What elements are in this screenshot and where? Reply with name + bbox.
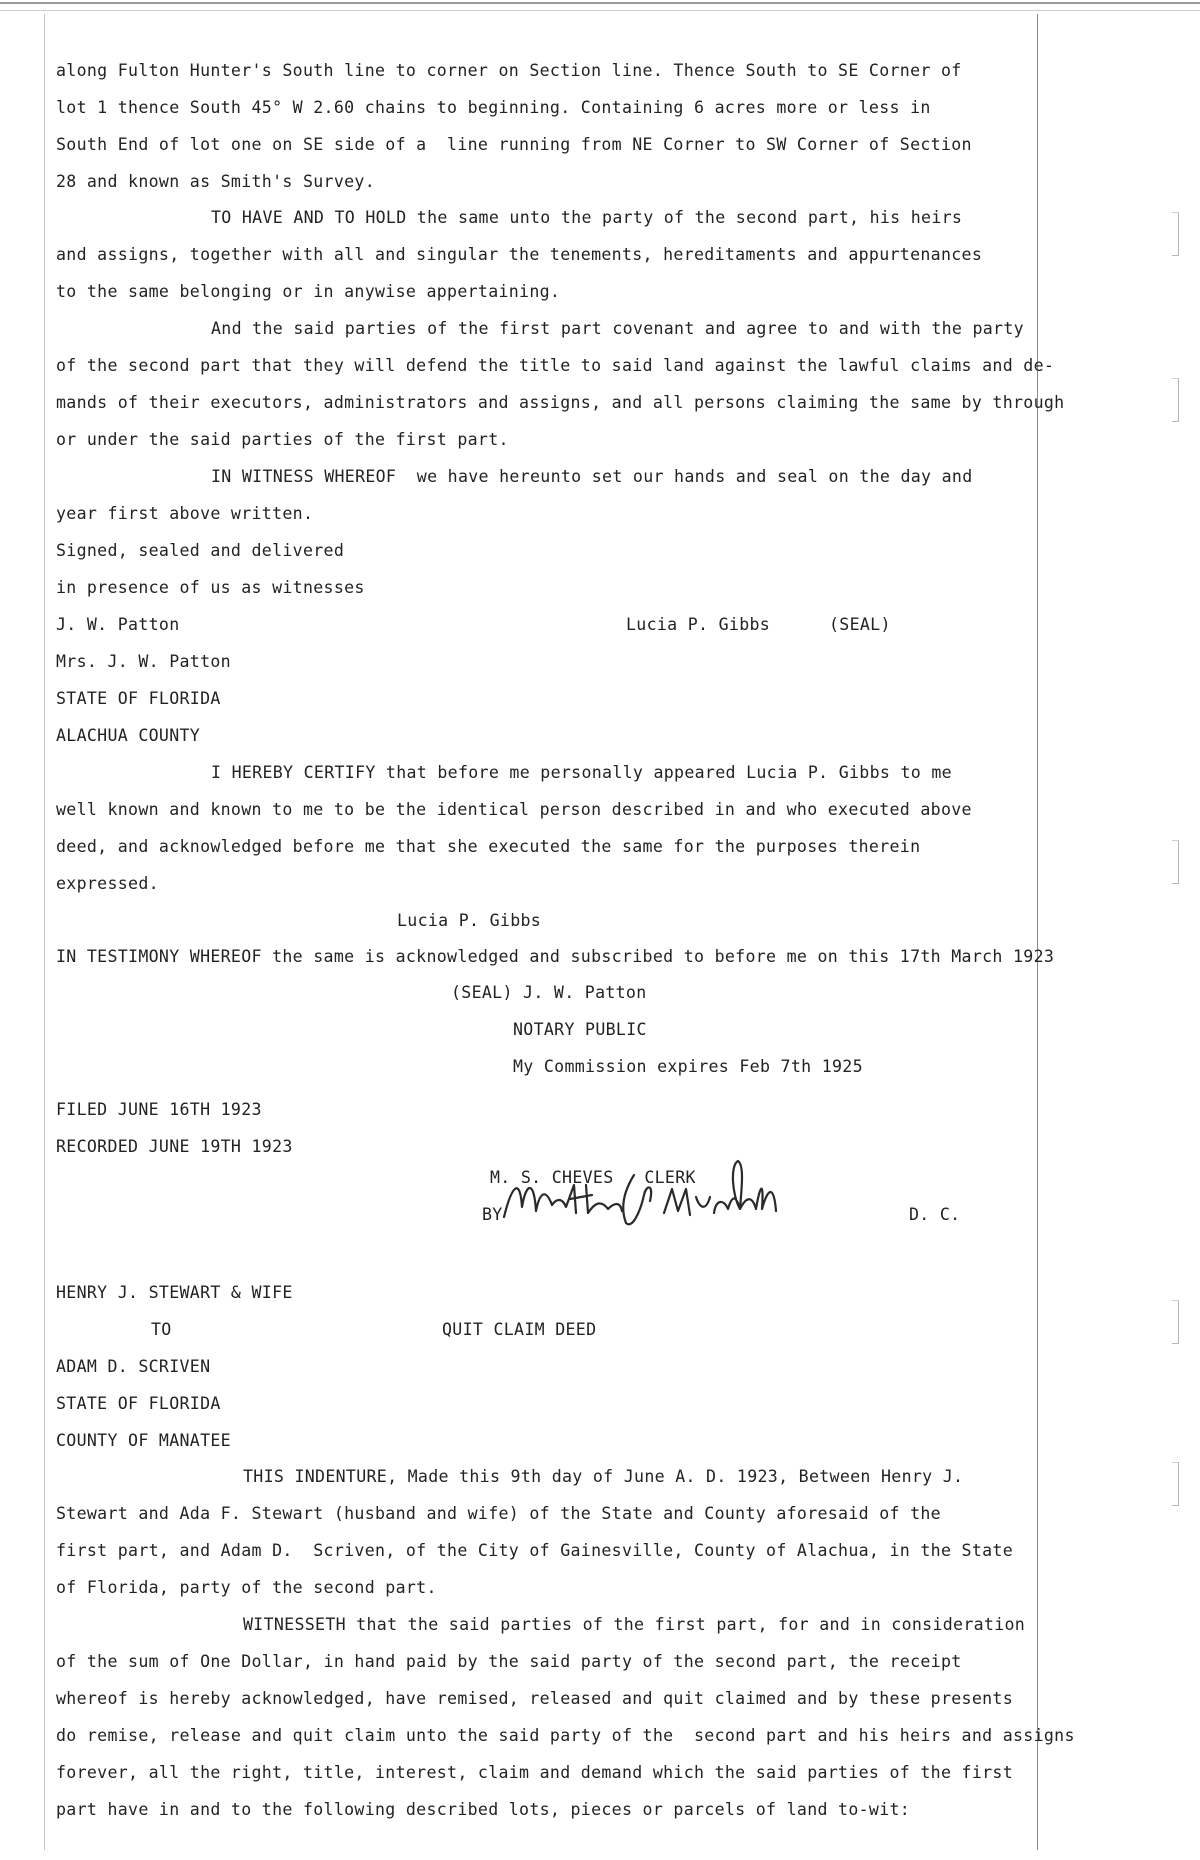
text-line: whereof is hereby acknowledged, have remised, released and quit claimed and by these presents bbox=[56, 1689, 1013, 1708]
text-line: and assigns, together with all and singular the tenements, hereditaments and appurtenances bbox=[56, 245, 983, 264]
text-line: mands of their executors, administrators and assigns, and all persons claiming the same by through bbox=[56, 393, 1065, 412]
text-line: forever, all the right, title, interest, claim and demand which the said parties of the first bbox=[56, 1763, 1013, 1782]
notary-signature-line: (SEAL) J. W. Patton bbox=[451, 983, 647, 1002]
text-line: South End of lot one on SE side of a line running from NE Corner to SW Corner of Section bbox=[56, 135, 972, 154]
text-line: expressed. bbox=[56, 874, 159, 893]
text-line: year first above written. bbox=[56, 504, 314, 523]
witness-name: J. W. Patton bbox=[56, 615, 180, 634]
text-line: I HEREBY CERTIFY that before me personally appeared Lucia P. Gibbs to me bbox=[211, 763, 952, 782]
notary-title: NOTARY PUBLIC bbox=[513, 1020, 647, 1039]
filed-date: FILED JUNE 16TH 1923 bbox=[56, 1100, 262, 1119]
handwritten-signature bbox=[474, 1155, 804, 1235]
grantee-heading: ADAM D. SCRIVEN bbox=[56, 1357, 211, 1376]
text-line: first part, and Adam D. Scriven, of the City of Gainesville, County of Alachua, in the State bbox=[56, 1541, 1013, 1560]
text-line: IN WITNESS WHEREOF we have hereunto set our hands and seal on the day and bbox=[211, 467, 973, 486]
text-line: STATE OF FLORIDA bbox=[56, 1394, 221, 1413]
text-line: of the sum of One Dollar, in hand paid by the said party of the second part, the receipt bbox=[56, 1652, 962, 1671]
clerk-line: M. S. CHEVES CLERK bbox=[490, 1168, 696, 1187]
text-line: THIS INDENTURE, Made this 9th day of June A. D. 1923, Between Henry J. bbox=[243, 1467, 964, 1486]
text-line: or under the said parties of the first part. bbox=[56, 430, 509, 449]
text-line: COUNTY OF MANATEE bbox=[56, 1431, 231, 1450]
text-line: Stewart and Ada F. Stewart (husband and wife) of the State and County aforesaid of the bbox=[56, 1504, 941, 1523]
text-line: lot 1 thence South 45° W 2.60 chains to beginning. Containing 6 acres more or less in bbox=[56, 98, 931, 117]
text-line: 28 and known as Smith's Survey. bbox=[56, 172, 375, 191]
text-line: WITNESSETH that the said parties of the first part, for and in consideration bbox=[243, 1615, 1026, 1634]
text-line: Signed, sealed and delivered bbox=[56, 541, 345, 560]
text-line: STATE OF FLORIDA bbox=[56, 689, 221, 708]
text-line: ALACHUA COUNTY bbox=[56, 726, 201, 745]
deed-type-heading: QUIT CLAIM DEED bbox=[442, 1320, 597, 1339]
text-line: of Florida, party of the second part. bbox=[56, 1578, 437, 1597]
seal-label: (SEAL) bbox=[829, 615, 891, 634]
acknowledger-signature-name: Lucia P. Gibbs bbox=[397, 911, 542, 930]
text-line: IN TESTIMONY WHEREOF the same is acknowledged and subscribed to before me on this 17th March 1923 bbox=[56, 947, 1055, 966]
to-label: TO bbox=[151, 1320, 172, 1339]
recorded-date: RECORDED JUNE 19TH 1923 bbox=[56, 1137, 293, 1156]
text-line: deed, and acknowledged before me that she executed the same for the purposes therein bbox=[56, 837, 921, 856]
text-line: well known and known to me to be the identical person described in and who executed above bbox=[56, 800, 972, 819]
text-line: TO HAVE AND TO HOLD the same unto the party of the second part, his heirs bbox=[211, 208, 963, 227]
text-line: part have in and to the following described lots, pieces or parcels of land to-wit: bbox=[56, 1800, 911, 1819]
text-line: in presence of us as witnesses bbox=[56, 578, 365, 597]
text-line: of the second part that they will defend the title to said land against the lawful claims and de- bbox=[56, 356, 1055, 375]
deputy-clerk-label: D. C. bbox=[909, 1205, 961, 1224]
text-line: do remise, release and quit claim unto the said party of the second part and his heirs and assigns bbox=[56, 1726, 1075, 1745]
grantor-heading: HENRY J. STEWART & WIFE bbox=[56, 1283, 293, 1302]
text-line: And the said parties of the first part covenant and agree to and with the party bbox=[211, 319, 1024, 338]
text-line: along Fulton Hunter's South line to corner on Section line. Thence South to SE Corner of bbox=[56, 61, 962, 80]
witness-name: Mrs. J. W. Patton bbox=[56, 652, 231, 671]
by-label: BY bbox=[482, 1205, 503, 1224]
grantor-signature-name: Lucia P. Gibbs bbox=[626, 615, 771, 634]
commission-expiry: My Commission expires Feb 7th 1925 bbox=[513, 1057, 863, 1076]
text-line: to the same belonging or in anywise appertaining. bbox=[56, 282, 561, 301]
